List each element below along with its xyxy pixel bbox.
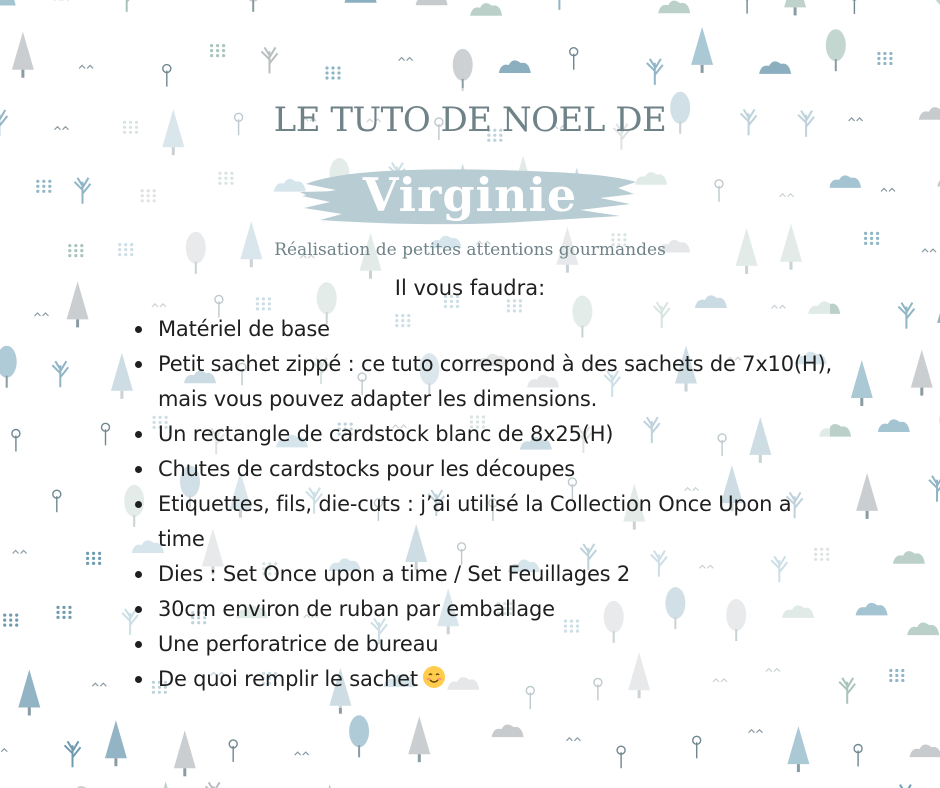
pattern-cloud xyxy=(910,745,940,758)
pattern-tree xyxy=(691,27,713,73)
pattern-tree xyxy=(784,0,806,15)
pattern-branch xyxy=(75,178,91,204)
pattern-tree xyxy=(787,726,809,772)
pattern-cloud xyxy=(878,419,910,432)
pattern-cloud xyxy=(499,60,531,73)
pattern-bird xyxy=(92,683,106,686)
pattern-branch xyxy=(206,782,222,788)
pattern-flower xyxy=(102,423,110,445)
pattern-flower xyxy=(229,740,237,762)
pattern-branch xyxy=(839,678,855,704)
pattern-tree xyxy=(911,350,933,396)
pattern-flower xyxy=(850,0,858,14)
list-item: Etiquettes, fils, die-cuts : j’ai utilisé la Collection Once Upon a time xyxy=(158,487,838,557)
supplies-intro: Il vous faudra: xyxy=(394,276,546,300)
pattern-cloud xyxy=(492,725,524,738)
pattern-bird xyxy=(13,551,27,554)
pattern-flower xyxy=(693,736,701,758)
pattern-branch xyxy=(65,741,81,767)
pattern-bird xyxy=(749,730,763,733)
list-item: Dies : Set Once upon a time / Set Feuillages 2 xyxy=(158,557,838,592)
list-item: Petit sachet zippé : ce tuto correspond à des sachets de 7x10(H), mais vous pouvez adapter les dimensions. xyxy=(158,347,838,417)
pattern-branch xyxy=(929,476,940,502)
pattern-flower xyxy=(53,490,61,512)
pattern-branch xyxy=(551,0,567,10)
pattern-cloud xyxy=(856,603,888,616)
pattern-branch xyxy=(647,59,663,85)
smiling-face-icon xyxy=(422,665,446,689)
pattern-dots xyxy=(325,66,340,79)
pattern-flower xyxy=(163,65,171,87)
pattern-dots xyxy=(56,606,71,619)
pattern-flower xyxy=(617,746,625,768)
pattern-cloud xyxy=(893,551,925,564)
pattern-roundtree xyxy=(349,715,369,757)
pattern-cloud xyxy=(416,0,448,5)
pattern-tree xyxy=(12,32,34,78)
list-item: Matériel de base xyxy=(158,312,838,347)
pattern-cloud xyxy=(907,623,939,636)
pattern-roundtree xyxy=(934,0,940,16)
list-item: 30cm environ de ruban par emballage xyxy=(158,592,838,627)
pattern-cloud xyxy=(759,61,791,74)
pattern-flower xyxy=(854,745,862,767)
pattern-tree xyxy=(105,720,127,766)
pattern-bird xyxy=(566,738,580,741)
name-script: Virginie xyxy=(362,168,578,222)
page-title: LE TUTO DE NOEL DE xyxy=(273,100,667,140)
pattern-bird xyxy=(295,752,309,755)
pattern-flower xyxy=(570,48,578,70)
pattern-tree xyxy=(319,784,341,788)
list-item: Une perforatrice de bureau xyxy=(158,627,838,662)
pattern-cloud xyxy=(345,0,377,3)
pattern-flower xyxy=(743,0,751,14)
pattern-roundtree xyxy=(826,29,846,71)
subtitle: Réalisation de petites attentions gourmandes xyxy=(274,240,666,260)
pattern-tree xyxy=(155,781,177,788)
pattern-roundtree xyxy=(453,49,473,91)
pattern-branch xyxy=(52,361,68,387)
pattern-dots xyxy=(3,614,18,627)
pattern-dots xyxy=(36,180,51,193)
pattern-tree xyxy=(408,716,430,762)
pattern-branch xyxy=(898,303,914,329)
list-item: Chutes de cardstocks pour les découpes xyxy=(158,452,838,487)
pattern-bird xyxy=(35,313,49,316)
pattern-roundtree xyxy=(243,0,263,12)
pattern-branch xyxy=(262,47,278,73)
pattern-bird xyxy=(881,188,895,191)
pattern-branch xyxy=(897,785,913,788)
name-banner xyxy=(300,162,640,230)
pattern-dots xyxy=(86,552,101,565)
pattern-roundtree xyxy=(0,346,17,388)
pattern-cloud xyxy=(658,1,690,14)
pattern-tree xyxy=(856,473,878,519)
list-item: Un rectangle de cardstock blanc de 8x25(H) xyxy=(158,417,838,452)
pattern-bird xyxy=(79,65,93,68)
pattern-cloud xyxy=(470,3,502,16)
pattern-tree xyxy=(851,360,873,406)
pattern-tree xyxy=(174,730,196,776)
pattern-bird xyxy=(0,749,7,752)
pattern-dots xyxy=(889,669,904,682)
pattern-tree xyxy=(18,670,40,716)
pattern-cloud xyxy=(0,0,16,6)
pattern-dots xyxy=(877,52,892,65)
pattern-branch xyxy=(119,0,135,12)
supplies-list xyxy=(158,312,838,697)
list-item: De quoi remplir le sachet xyxy=(158,662,838,697)
pattern-cloud xyxy=(829,175,861,188)
pattern-dots xyxy=(210,44,225,57)
pattern-flower xyxy=(12,430,20,452)
pattern-bird xyxy=(399,58,413,61)
